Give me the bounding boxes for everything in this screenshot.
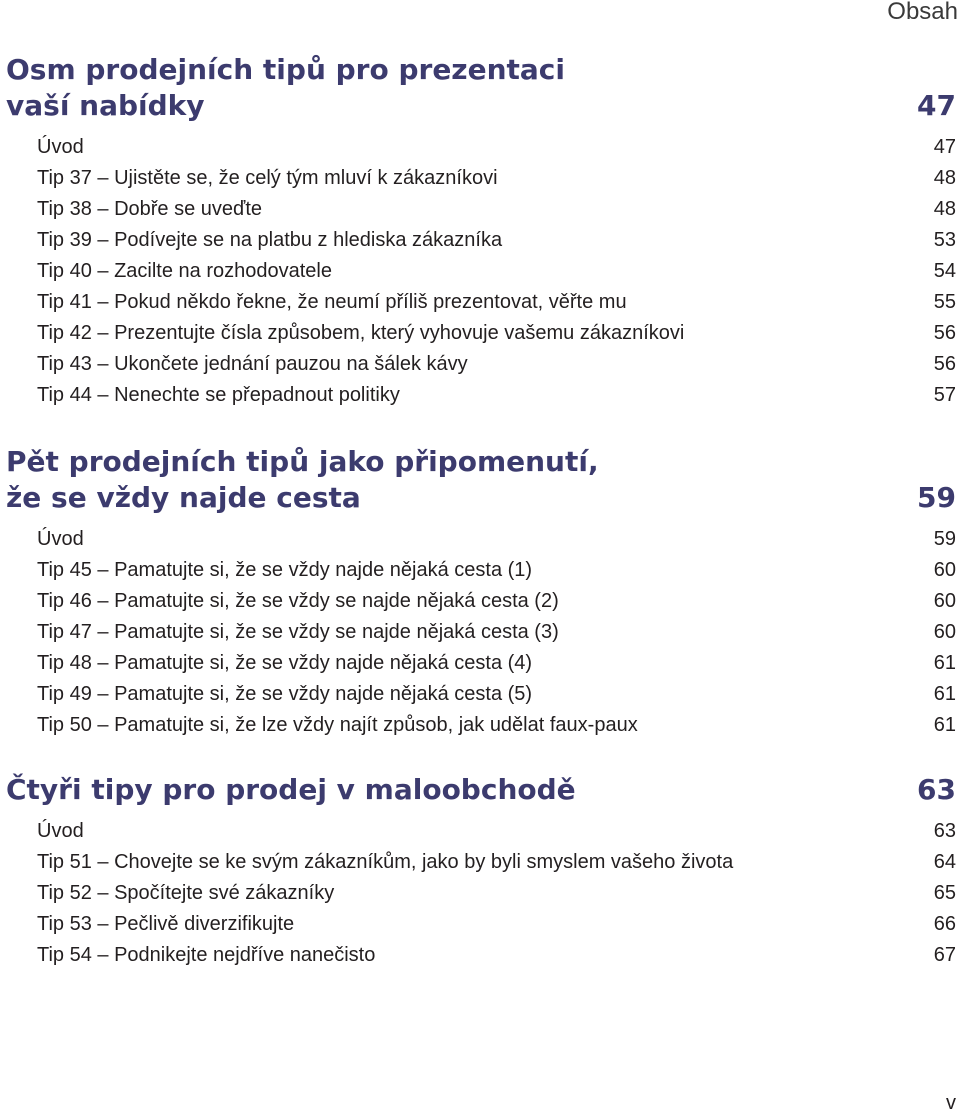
entry-title: Tip 52 – Spočítejte své zákazníky [37, 882, 335, 904]
toc-entry[interactable] [0, 132, 960, 163]
entry-title: Tip 54 – Podnikejte nejdříve nanečisto [37, 944, 376, 966]
entry-page-number: 67 [933, 944, 956, 966]
section-page-number: 63 [917, 773, 956, 806]
section-heading [0, 444, 960, 516]
entry-page-number: 60 [933, 621, 956, 643]
toc-entry[interactable] [0, 940, 960, 971]
toc-entry[interactable] [0, 349, 960, 380]
entry-title: Tip 44 – Nenechte se přepadnout politiky [37, 384, 400, 406]
entry-title: Tip 39 – Podívejte se na platbu z hlediska zákazníka [37, 229, 503, 251]
entry-page-number: 61 [933, 683, 956, 705]
toc-entry[interactable] [0, 524, 960, 555]
toc-entry[interactable] [0, 878, 960, 909]
entry-title: Tip 45 – Pamatujte si, že se vždy najde nějaká cesta (1) [37, 559, 533, 581]
toc-entry[interactable] [0, 256, 960, 287]
entry-title: Tip 41 – Pokud někdo řekne, že neumí příliš prezentovat, věřte mu [37, 291, 627, 313]
entry-page-number: 48 [933, 198, 956, 220]
toc-section [0, 52, 960, 411]
entry-page-number: 47 [933, 136, 956, 158]
toc-entry[interactable] [0, 318, 960, 349]
entry-page-number: 63 [933, 820, 956, 842]
entry-title: Tip 46 – Pamatujte si, že se vždy se najde nějaká cesta (2) [37, 590, 559, 612]
section-page-number: 47 [917, 89, 956, 122]
entry-page-number: 56 [933, 322, 956, 344]
entry-page-number: 59 [933, 528, 956, 550]
entry-title: Tip 37 – Ujistěte se, že celý tým mluví k zákazníkovi [37, 167, 498, 189]
toc-entry[interactable] [0, 710, 960, 741]
section-heading [0, 52, 960, 124]
section-heading-line: Čtyři tipy pro prodej v maloobchodě [6, 773, 576, 806]
entry-title: Tip 51 – Chovejte se ke svým zákazníkům, jako by byli smyslem vašeho života [37, 851, 734, 873]
entry-title: Tip 49 – Pamatujte si, že se vždy najde nějaká cesta (5) [37, 683, 533, 705]
toc-entry[interactable] [0, 679, 960, 710]
section-heading-line: vaší nabídky [6, 89, 205, 122]
entry-title: Tip 38 – Dobře se uveďte [37, 198, 263, 220]
section-heading-line: že se vždy najde cesta [6, 481, 361, 514]
section-heading-line: Osm prodejních tipů pro prezentaci [6, 53, 566, 86]
toc-entry[interactable] [0, 648, 960, 679]
entry-page-number: 48 [933, 167, 956, 189]
section-heading [0, 772, 960, 808]
toc-entry[interactable] [0, 225, 960, 256]
toc-entry[interactable] [0, 163, 960, 194]
entry-title: Tip 53 – Pečlivě diverzifikujte [37, 913, 295, 935]
entry-page-number: 61 [933, 714, 956, 736]
entry-page-number: 64 [933, 851, 956, 873]
toc-entries [0, 524, 960, 741]
entry-title: Úvod [37, 136, 84, 158]
toc-entry[interactable] [0, 194, 960, 225]
section-heading-line: Pět prodejních tipů jako připomenutí, [6, 445, 599, 478]
toc-entry[interactable] [0, 380, 960, 411]
toc-entry[interactable] [0, 816, 960, 847]
entry-title: Tip 50 – Pamatujte si, že lze vždy najít způsob, jak udělat faux-paux [37, 714, 638, 736]
toc-section [0, 444, 960, 741]
toc-entry[interactable] [0, 847, 960, 878]
entry-page-number: 60 [933, 590, 956, 612]
toc-section [0, 772, 960, 971]
entry-page-number: 60 [933, 559, 956, 581]
toc-entries [0, 816, 960, 971]
toc-entries [0, 132, 960, 411]
entry-title: Úvod [37, 528, 84, 550]
toc-entry[interactable] [0, 909, 960, 940]
entry-title: Úvod [37, 820, 84, 842]
entry-page-number: 65 [933, 882, 956, 904]
entry-page-number: 57 [933, 384, 956, 406]
entry-title: Tip 40 – Zacilte na rozhodovatele [37, 260, 332, 282]
page-folio: v [946, 1092, 956, 1114]
entry-page-number: 55 [933, 291, 956, 313]
entry-title: Tip 48 – Pamatujte si, že se vždy najde nějaká cesta (4) [37, 652, 533, 674]
section-page-number: 59 [917, 481, 956, 514]
entry-page-number: 56 [933, 353, 956, 375]
entry-title: Tip 47 – Pamatujte si, že se vždy se najde nějaká cesta (3) [37, 621, 559, 643]
entry-page-number: 53 [933, 229, 956, 251]
running-head: Obsah [887, 0, 958, 25]
toc-entry[interactable] [0, 617, 960, 648]
entry-title: Tip 43 – Ukončete jednání pauzou na šálek kávy [37, 353, 468, 375]
entry-page-number: 61 [933, 652, 956, 674]
toc-entry[interactable] [0, 555, 960, 586]
entry-page-number: 66 [933, 913, 956, 935]
toc-entry[interactable] [0, 287, 960, 318]
toc-entry[interactable] [0, 586, 960, 617]
entry-page-number: 54 [933, 260, 956, 282]
entry-title: Tip 42 – Prezentujte čísla způsobem, který vyhovuje vašemu zákazníkovi [37, 322, 685, 344]
